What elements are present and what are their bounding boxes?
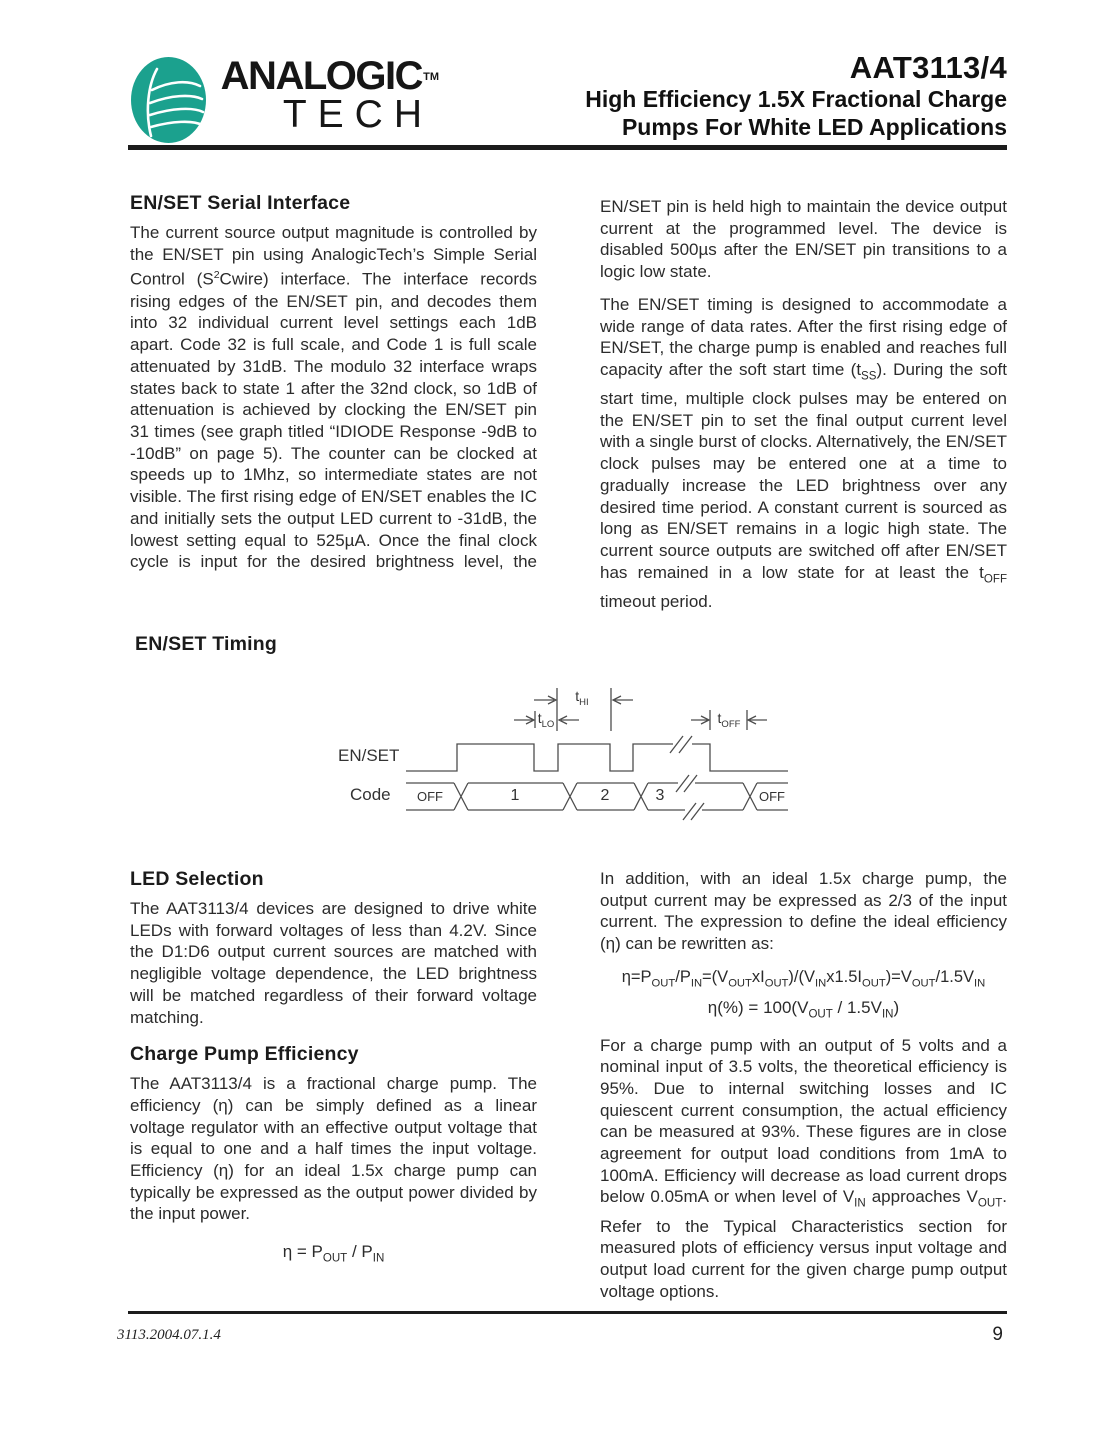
code-value-off-end: OFF	[759, 789, 785, 804]
section-title-enset-timing: EN/SET Timing	[135, 633, 278, 655]
logo-word-analogic	[210, 54, 439, 98]
enset-waveform-line	[406, 744, 788, 771]
waveform-break-marks	[670, 736, 692, 753]
body-paragraph: The EN/SET timing is designed to accommodate a wide range of data rates. After the first rising edge of EN/SET, the charge pump is enabled and reaches full capacity after the soft start time $(t_{SS})$. During the soft start time, multiple clock pulses may be entered on the EN/SET pin to set the final output current level with a single burst of clocks. Alternatively, the EN/SET clock pulses may be entered one at a time to gradually increase the LED brightness over any desired time period. A constant current is sourced as long as EN/SET remains in a logic high state. The current source outputs are switched off after EN/SET has remained in a low state for at least the $t_{OFF}$ timeout period.	[600, 294, 1007, 611]
part-number: AAT3113/4	[849, 50, 1007, 85]
document-subtitle-line2: Pumps For White LED Applications	[621, 114, 1007, 140]
trademark-symbol: TM	[423, 71, 439, 83]
efficiency-equation: $\eta = P_{OUT} / P_{IN}$	[282, 1242, 385, 1265]
t-hi-label: $t_{HI}$	[575, 688, 589, 708]
section-title-charge-pump-efficiency: Charge Pump Efficiency	[130, 1043, 359, 1066]
body-paragraph: For a charge pump with an output of 5 volts and a nominal input of 3.5 volts, the theoretical efficiency is 95%. Due to internal switching losses and IC quiescent current consumption, the actual efficiency can be measured at 93%. These figures are in close agreement for output load conditions from 1mA to 100mA. Efficiency will decrease as load current drops below 0.05mA or when level of $V_{IN}$ approaches $V_{OUT}$. Refer to the Typical Characteristics section for measured plots of efficiency versus input voltage and output load current for the given charge pump output voltage options.	[600, 1035, 1007, 1301]
ideal-efficiency-equation: $\eta=P_{OUT}/P_{IN}=(V_{OUT}xI_{OUT})/(V_{IN}x1.5I_{OUT})=V_{OUT}/1.5V_{IN}$	[621, 967, 986, 990]
body-paragraph: The AAT3113/4 is a fractional charge pump. The efficiency (η) can be simply defined as a linear voltage regulator with an effective output voltage that is equal to one and a half times the input voltage. Efficiency (η) for an ideal 1.5x charge pump can typically be expressed as the output power divided by the input power.	[130, 1074, 537, 1224]
body-paragraph: In addition, with an ideal 1.5x charge pump, the output current may be expressed as 2/3 of the input current. The expression to define the ideal efficiency (η) can be rewritten as:	[600, 869, 1007, 954]
logo-word-analogic-text: ANALOGIC	[220, 54, 422, 98]
enset-signal-label: EN/SET	[338, 746, 400, 765]
header-divider	[128, 145, 1007, 150]
analogictech-logo	[210, 54, 439, 136]
document-title-block	[500, 50, 1007, 141]
section-efficiency-analysis	[600, 868, 1007, 1302]
section-title-led-selection: LED Selection	[130, 868, 264, 890]
code-value-2: 2	[600, 787, 610, 804]
body-paragraph: EN/SET pin is held high to maintain the device output current at the programmed level. The device is disabled 500µs after the EN/SET pin transitions to a logic low state.	[600, 197, 1007, 282]
code-value-3: 3	[655, 787, 665, 804]
code-value-1: 1	[510, 787, 520, 804]
body-paragraph: The current source output magnitude is controlled by the EN/SET pin using AnalogicTech’s Simple Serial Control $(S^2Cwire)$ interface. The interface records rising edges of the EN/SET pin, and decodes them into 32 individual current level settings each 1dB apart. Code 32 is full scale, and Code 1 is full scale attenuated by 31dB. The modulo 32 interface wraps states back to state 1 after the 32nd clock, so 1dB of attenuation is achieved by clocking the EN/SET pin 31 times (see graph titled “IDIODE Response -9dB to -10dB” on page 5). The counter can be clocked at speeds up to 1Mhz, so intermediate states are not visible. The first rising edge of EN/SET enables the IC and initially sets the output LED current to -31dB, the lowest setting equal to 525µA. Once the final clock cycle is input for the desired brightness level, the	[130, 223, 537, 572]
section-title-enset-serial-interface: EN/SET Serial Interface	[130, 192, 351, 214]
efficiency-percent-equation: $\eta(\%) = 100(V_{OUT} / 1.5V_{IN})$	[707, 998, 900, 1021]
code-value-off-start: OFF	[417, 789, 443, 804]
document-number: 3113.2004.07.1.4	[117, 1327, 221, 1343]
analogictech-globe-icon	[131, 57, 206, 143]
body-paragraph: The AAT3113/4 devices are designed to drive white LEDs with forward voltages of less than 4.2V. Since the D1:D6 output current sources are matched with negligible voltage dependence, the LED brightness will be matched regardless of their forward voltage matching.	[130, 899, 537, 1027]
t-lo-label: $t_{LO}$	[537, 710, 555, 730]
section-enset-serial-interface	[130, 192, 537, 573]
document-subtitle-line1: High Efficiency 1.5X Fractional Charge	[585, 86, 1007, 112]
t-off-label: $t_{OFF}$	[717, 710, 741, 730]
timing-diagram	[330, 685, 800, 825]
code-signal-label: Code	[350, 785, 391, 804]
logo-word-tech: TECH	[282, 93, 433, 136]
footer-divider	[128, 1311, 1007, 1314]
page-number: 9	[992, 1324, 1003, 1345]
section-led-selection	[130, 868, 537, 1265]
section-enset-serial-interface-continued	[600, 196, 1007, 612]
